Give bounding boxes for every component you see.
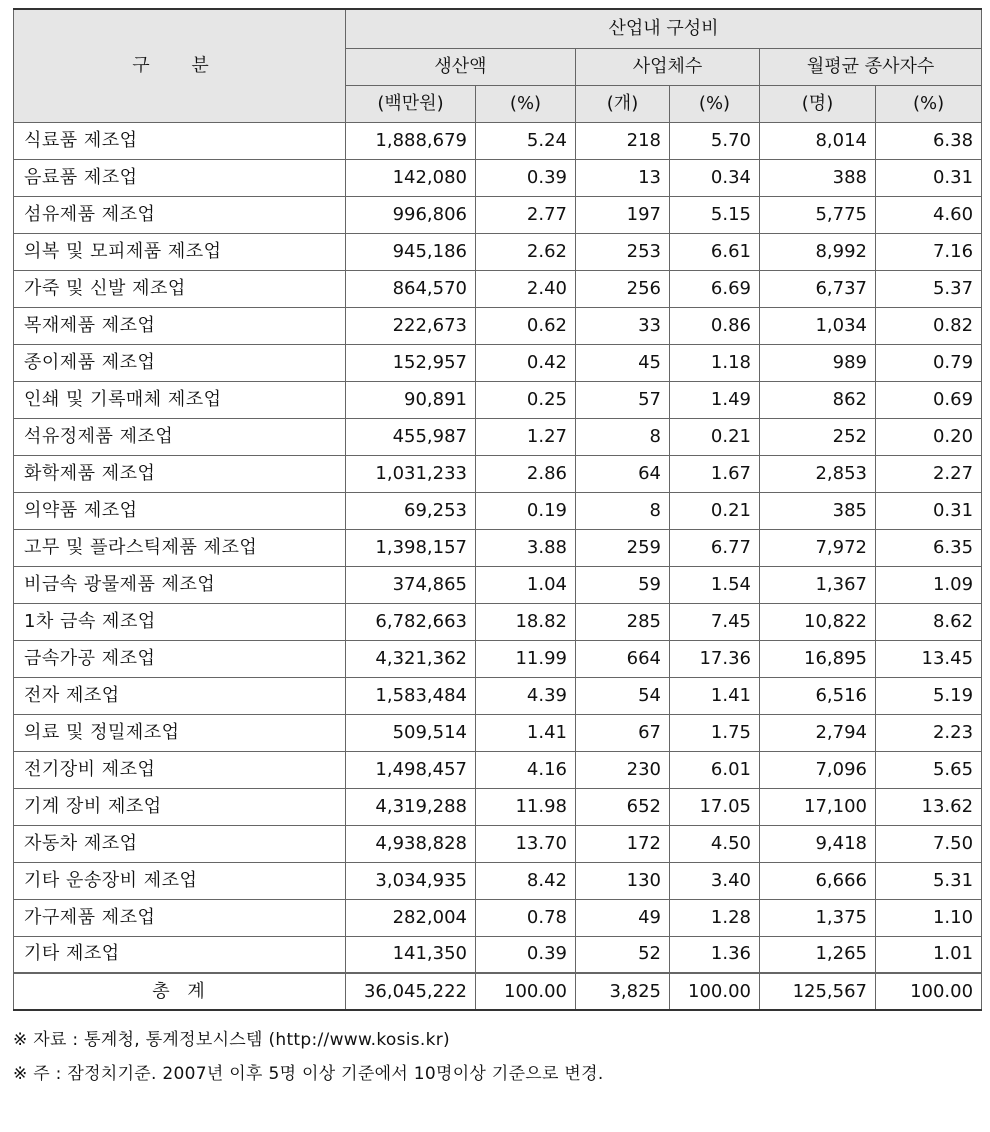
production-cell: 1,583,484 bbox=[346, 677, 476, 714]
employees-cell: 252 bbox=[760, 418, 876, 455]
employees-cell: 6,737 bbox=[760, 270, 876, 307]
employees-pct-cell: 100.00 bbox=[876, 973, 982, 1010]
employees-cell: 2,853 bbox=[760, 455, 876, 492]
establishments-cell: 664 bbox=[576, 640, 670, 677]
establishments-pct-cell: 3.40 bbox=[670, 862, 760, 899]
employees-pct-cell: 7.16 bbox=[876, 233, 982, 270]
establishments-cell: 285 bbox=[576, 603, 670, 640]
table-row bbox=[14, 788, 982, 825]
employees-pct-cell: 4.60 bbox=[876, 196, 982, 233]
table-body bbox=[14, 122, 982, 1010]
employees-cell: 1,265 bbox=[760, 936, 876, 973]
industry-name-cell: 기계 장비 제조업 bbox=[14, 788, 346, 825]
production-pct-cell: 0.78 bbox=[476, 899, 576, 936]
production-cell: 996,806 bbox=[346, 196, 476, 233]
employees-pct-cell: 6.38 bbox=[876, 122, 982, 159]
employees-pct-cell: 0.69 bbox=[876, 381, 982, 418]
employees-cell: 6,516 bbox=[760, 677, 876, 714]
production-pct-cell: 2.62 bbox=[476, 233, 576, 270]
employees-pct-cell: 5.19 bbox=[876, 677, 982, 714]
establishments-pct-cell: 1.41 bbox=[670, 677, 760, 714]
establishments-cell: 253 bbox=[576, 233, 670, 270]
production-pct-cell: 0.39 bbox=[476, 159, 576, 196]
employees-pct-cell: 0.79 bbox=[876, 344, 982, 381]
employees-cell: 6,666 bbox=[760, 862, 876, 899]
production-pct-cell: 2.40 bbox=[476, 270, 576, 307]
establishments-cell: 130 bbox=[576, 862, 670, 899]
establishments-cell: 8 bbox=[576, 492, 670, 529]
establishments-cell: 8 bbox=[576, 418, 670, 455]
table-row bbox=[14, 196, 982, 233]
industry-name-cell: 화학제품 제조업 bbox=[14, 455, 346, 492]
establishments-cell: 67 bbox=[576, 714, 670, 751]
production-cell: 69,253 bbox=[346, 492, 476, 529]
establishments-cell: 57 bbox=[576, 381, 670, 418]
employees-cell: 1,034 bbox=[760, 307, 876, 344]
industry-name-cell: 식료품 제조업 bbox=[14, 122, 346, 159]
production-pct-cell: 3.88 bbox=[476, 529, 576, 566]
employees-pct-cell: 13.62 bbox=[876, 788, 982, 825]
employees-pct-cell: 0.82 bbox=[876, 307, 982, 344]
establishments-cell: 3,825 bbox=[576, 973, 670, 1010]
unit-production-pct: (%) bbox=[476, 85, 576, 122]
establishments-cell: 13 bbox=[576, 159, 670, 196]
employees-pct-cell: 0.31 bbox=[876, 492, 982, 529]
production-cell: 282,004 bbox=[346, 899, 476, 936]
table-row bbox=[14, 381, 982, 418]
employees-cell: 388 bbox=[760, 159, 876, 196]
establishments-pct-cell: 7.45 bbox=[670, 603, 760, 640]
employees-pct-cell: 6.35 bbox=[876, 529, 982, 566]
establishments-cell: 172 bbox=[576, 825, 670, 862]
industry-name-cell: 의복 및 모피제품 제조업 bbox=[14, 233, 346, 270]
production-cell: 4,319,288 bbox=[346, 788, 476, 825]
footnotes bbox=[13, 1023, 981, 1091]
production-cell: 3,034,935 bbox=[346, 862, 476, 899]
production-pct-cell: 13.70 bbox=[476, 825, 576, 862]
industry-name-cell: 1차 금속 제조업 bbox=[14, 603, 346, 640]
establishments-pct-cell: 1.36 bbox=[670, 936, 760, 973]
industry-composition-table bbox=[13, 8, 982, 1011]
production-cell: 141,350 bbox=[346, 936, 476, 973]
production-cell: 864,570 bbox=[346, 270, 476, 307]
production-pct-cell: 0.19 bbox=[476, 492, 576, 529]
establishments-cell: 259 bbox=[576, 529, 670, 566]
production-pct-cell: 18.82 bbox=[476, 603, 576, 640]
table-row bbox=[14, 936, 982, 973]
table-row bbox=[14, 640, 982, 677]
establishments-pct-cell: 0.21 bbox=[670, 418, 760, 455]
establishments-cell: 49 bbox=[576, 899, 670, 936]
establishments-pct-cell: 6.77 bbox=[670, 529, 760, 566]
industry-name-cell: 자동차 제조업 bbox=[14, 825, 346, 862]
production-cell: 222,673 bbox=[346, 307, 476, 344]
establishments-cell: 33 bbox=[576, 307, 670, 344]
table-row bbox=[14, 751, 982, 788]
table-row bbox=[14, 233, 982, 270]
employees-cell: 10,822 bbox=[760, 603, 876, 640]
establishments-cell: 52 bbox=[576, 936, 670, 973]
header-employees: 월평균 종사자수 bbox=[760, 48, 982, 85]
establishments-pct-cell: 1.49 bbox=[670, 381, 760, 418]
production-cell: 4,321,362 bbox=[346, 640, 476, 677]
production-cell: 1,888,679 bbox=[346, 122, 476, 159]
total-row bbox=[14, 973, 982, 1010]
unit-production: (백만원) bbox=[346, 85, 476, 122]
remark-note: ※ 주 : 잠정치기준. 2007년 이후 5명 이상 기준에서 10명이상 기준으로 변경. bbox=[13, 1064, 604, 1084]
employees-cell: 125,567 bbox=[760, 973, 876, 1010]
industry-name-cell: 석유정제품 제조업 bbox=[14, 418, 346, 455]
establishments-pct-cell: 5.70 bbox=[670, 122, 760, 159]
employees-pct-cell: 0.31 bbox=[876, 159, 982, 196]
establishments-pct-cell: 1.28 bbox=[670, 899, 760, 936]
table-row bbox=[14, 714, 982, 751]
header-category: 구 분 bbox=[14, 9, 346, 122]
establishments-pct-cell: 6.69 bbox=[670, 270, 760, 307]
table-row bbox=[14, 677, 982, 714]
production-cell: 1,031,233 bbox=[346, 455, 476, 492]
table-header bbox=[14, 9, 982, 122]
production-cell: 1,398,157 bbox=[346, 529, 476, 566]
establishments-pct-cell: 1.75 bbox=[670, 714, 760, 751]
employees-cell: 7,972 bbox=[760, 529, 876, 566]
industry-name-cell: 고무 및 플라스틱제품 제조업 bbox=[14, 529, 346, 566]
establishments-pct-cell: 1.18 bbox=[670, 344, 760, 381]
establishments-cell: 218 bbox=[576, 122, 670, 159]
table-row bbox=[14, 492, 982, 529]
employees-pct-cell: 5.65 bbox=[876, 751, 982, 788]
industry-name-cell: 가죽 및 신발 제조업 bbox=[14, 270, 346, 307]
employees-pct-cell: 2.27 bbox=[876, 455, 982, 492]
industry-name-cell: 섬유제품 제조업 bbox=[14, 196, 346, 233]
production-pct-cell: 11.98 bbox=[476, 788, 576, 825]
employees-cell: 862 bbox=[760, 381, 876, 418]
production-pct-cell: 4.39 bbox=[476, 677, 576, 714]
table-row bbox=[14, 122, 982, 159]
employees-cell: 385 bbox=[760, 492, 876, 529]
production-pct-cell: 100.00 bbox=[476, 973, 576, 1010]
establishments-pct-cell: 5.15 bbox=[670, 196, 760, 233]
employees-pct-cell: 2.23 bbox=[876, 714, 982, 751]
industry-name-cell: 의료 및 정밀제조업 bbox=[14, 714, 346, 751]
production-cell: 4,938,828 bbox=[346, 825, 476, 862]
establishments-pct-cell: 0.21 bbox=[670, 492, 760, 529]
establishments-pct-cell: 1.67 bbox=[670, 455, 760, 492]
employees-pct-cell: 5.37 bbox=[876, 270, 982, 307]
industry-name-cell: 인쇄 및 기록매체 제조업 bbox=[14, 381, 346, 418]
production-pct-cell: 1.04 bbox=[476, 566, 576, 603]
employees-pct-cell: 1.09 bbox=[876, 566, 982, 603]
employees-cell: 17,100 bbox=[760, 788, 876, 825]
header-group-title: 산업내 구성비 bbox=[346, 9, 982, 48]
industry-name-cell: 전기장비 제조업 bbox=[14, 751, 346, 788]
employees-cell: 989 bbox=[760, 344, 876, 381]
establishments-pct-cell: 4.50 bbox=[670, 825, 760, 862]
employees-pct-cell: 1.10 bbox=[876, 899, 982, 936]
industry-name-cell: 의약품 제조업 bbox=[14, 492, 346, 529]
establishments-pct-cell: 0.34 bbox=[670, 159, 760, 196]
establishments-cell: 64 bbox=[576, 455, 670, 492]
production-cell: 142,080 bbox=[346, 159, 476, 196]
employees-cell: 1,375 bbox=[760, 899, 876, 936]
production-pct-cell: 11.99 bbox=[476, 640, 576, 677]
production-pct-cell: 0.25 bbox=[476, 381, 576, 418]
establishments-cell: 256 bbox=[576, 270, 670, 307]
production-pct-cell: 2.77 bbox=[476, 196, 576, 233]
production-cell: 152,957 bbox=[346, 344, 476, 381]
employees-pct-cell: 0.20 bbox=[876, 418, 982, 455]
table-row bbox=[14, 344, 982, 381]
employees-cell: 2,794 bbox=[760, 714, 876, 751]
employees-cell: 7,096 bbox=[760, 751, 876, 788]
establishments-cell: 230 bbox=[576, 751, 670, 788]
table-row bbox=[14, 603, 982, 640]
establishments-pct-cell: 6.01 bbox=[670, 751, 760, 788]
establishments-cell: 45 bbox=[576, 344, 670, 381]
establishments-pct-cell: 0.86 bbox=[670, 307, 760, 344]
production-pct-cell: 0.42 bbox=[476, 344, 576, 381]
employees-cell: 1,367 bbox=[760, 566, 876, 603]
employees-cell: 5,775 bbox=[760, 196, 876, 233]
establishments-pct-cell: 1.54 bbox=[670, 566, 760, 603]
industry-name-cell: 금속가공 제조업 bbox=[14, 640, 346, 677]
table-row bbox=[14, 307, 982, 344]
establishments-cell: 652 bbox=[576, 788, 670, 825]
industry-name-cell: 기타 제조업 bbox=[14, 936, 346, 973]
unit-establishments-pct: (%) bbox=[670, 85, 760, 122]
table-row bbox=[14, 899, 982, 936]
employees-cell: 8,014 bbox=[760, 122, 876, 159]
industry-name-cell: 총 계 bbox=[14, 973, 346, 1010]
employees-cell: 8,992 bbox=[760, 233, 876, 270]
production-cell: 945,186 bbox=[346, 233, 476, 270]
table-row bbox=[14, 270, 982, 307]
table-row bbox=[14, 418, 982, 455]
establishments-cell: 197 bbox=[576, 196, 670, 233]
industry-name-cell: 음료품 제조업 bbox=[14, 159, 346, 196]
source-note: ※ 자료 : 통계청, 통계정보시스템 (http://www.kosis.kr) bbox=[13, 1030, 450, 1050]
production-cell: 509,514 bbox=[346, 714, 476, 751]
unit-employees-pct: (%) bbox=[876, 85, 982, 122]
table-row bbox=[14, 566, 982, 603]
production-cell: 1,498,457 bbox=[346, 751, 476, 788]
employees-cell: 16,895 bbox=[760, 640, 876, 677]
header-production: 생산액 bbox=[346, 48, 576, 85]
table-row bbox=[14, 529, 982, 566]
unit-employees: (명) bbox=[760, 85, 876, 122]
production-pct-cell: 2.86 bbox=[476, 455, 576, 492]
table-row bbox=[14, 825, 982, 862]
header-establishments: 사업체수 bbox=[576, 48, 760, 85]
industry-name-cell: 가구제품 제조업 bbox=[14, 899, 346, 936]
table-row bbox=[14, 159, 982, 196]
establishments-cell: 59 bbox=[576, 566, 670, 603]
establishments-pct-cell: 6.61 bbox=[670, 233, 760, 270]
unit-establishments: (개) bbox=[576, 85, 670, 122]
industry-name-cell: 전자 제조업 bbox=[14, 677, 346, 714]
production-cell: 90,891 bbox=[346, 381, 476, 418]
production-pct-cell: 1.41 bbox=[476, 714, 576, 751]
employees-cell: 9,418 bbox=[760, 825, 876, 862]
industry-name-cell: 비금속 광물제품 제조업 bbox=[14, 566, 346, 603]
production-cell: 6,782,663 bbox=[346, 603, 476, 640]
employees-pct-cell: 8.62 bbox=[876, 603, 982, 640]
employees-pct-cell: 5.31 bbox=[876, 862, 982, 899]
production-pct-cell: 5.24 bbox=[476, 122, 576, 159]
production-pct-cell: 8.42 bbox=[476, 862, 576, 899]
establishments-cell: 54 bbox=[576, 677, 670, 714]
production-cell: 36,045,222 bbox=[346, 973, 476, 1010]
establishments-pct-cell: 100.00 bbox=[670, 973, 760, 1010]
employees-pct-cell: 13.45 bbox=[876, 640, 982, 677]
industry-name-cell: 목재제품 제조업 bbox=[14, 307, 346, 344]
table-row bbox=[14, 862, 982, 899]
production-pct-cell: 0.62 bbox=[476, 307, 576, 344]
table-row bbox=[14, 455, 982, 492]
document bbox=[13, 8, 981, 1091]
production-pct-cell: 1.27 bbox=[476, 418, 576, 455]
establishments-pct-cell: 17.05 bbox=[670, 788, 760, 825]
production-cell: 374,865 bbox=[346, 566, 476, 603]
production-pct-cell: 0.39 bbox=[476, 936, 576, 973]
employees-pct-cell: 7.50 bbox=[876, 825, 982, 862]
production-pct-cell: 4.16 bbox=[476, 751, 576, 788]
establishments-pct-cell: 17.36 bbox=[670, 640, 760, 677]
employees-pct-cell: 1.01 bbox=[876, 936, 982, 973]
production-cell: 455,987 bbox=[346, 418, 476, 455]
industry-name-cell: 기타 운송장비 제조업 bbox=[14, 862, 346, 899]
industry-name-cell: 종이제품 제조업 bbox=[14, 344, 346, 381]
